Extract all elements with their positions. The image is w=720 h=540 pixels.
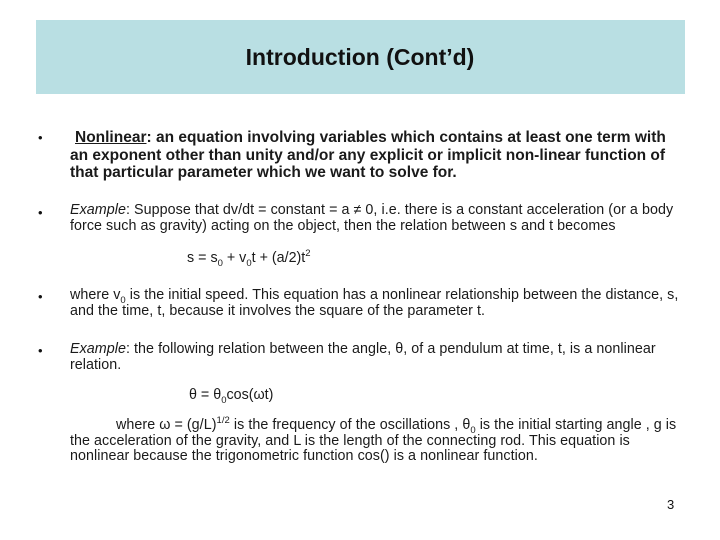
example-1-paragraph [70,203,680,234]
example-label: Example [70,341,126,357]
nonlinear-term: Nonlinear [75,129,147,146]
nonlinear-definition [70,129,680,182]
pendulum-explanation: where $\omega = (g/L)^{1/2}$ is the frequency of the oscillations , $\theta_0$ is the initial starting angle , g is the acceleration of the gravity, and L is the length of the connecting rod. This equation is nonlinear because the trigonometric function cos() is a nonlinear function. [70,415,677,465]
bullet-2: • [38,205,43,220]
example-1-text: : Suppose that dv/dt = constant = a ≠ 0, i.e. there is a constant acceleration (or a body force such as gravity) acting on the object, then the relation between s and t becomes [70,202,674,234]
initial-speed-paragraph: where $v_0$ is the initial speed. This equation has a nonlinear relationship between the distance, s, and the time, t, because it involves the square of the parameter t. [70,287,679,319]
example-2-text: : the following relation between the angle, θ, of a pendulum at time, t, is a nonlinear relation. [70,341,656,373]
bullet-3: • [38,289,43,304]
example-label: Example [70,202,126,218]
slide-title: Introduction (Cont’d) [245,44,475,70]
equation-pendulum: $\theta = \theta_0\cos(\omega t)$ [189,387,274,406]
nonlinear-definition-text: : an equation involving variables which contains at least one term with an exponent other than unity and/or any explicit or implicit non-linear function of that particular parameter which we want to solve for. [70,129,666,181]
equation-position: $s = s_0 + v_0t + (a/2)t^2$ [187,248,311,269]
bullet-4: • [38,343,43,358]
bullet-1: • [38,130,43,145]
page-number: 3 [667,497,675,512]
example-2-paragraph [70,342,680,373]
